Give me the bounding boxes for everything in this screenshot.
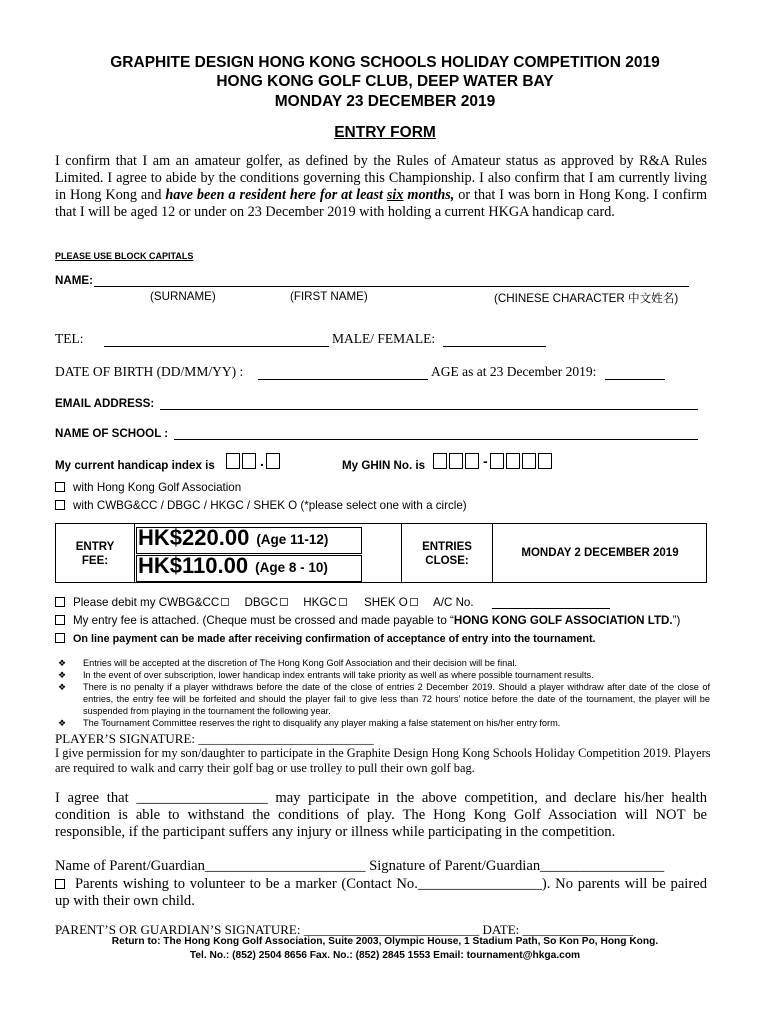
debit-option bbox=[55, 596, 474, 609]
shek-o-label: SHEK O bbox=[363, 596, 408, 609]
agreement-paragraph: I agree that __________________ may participate in the above competition, and declare his/her health condition is able to withstand the conditions of play. The Hong Kong Golf Association will NOT be responsible, if the participant suffers any injury or illness while participating in the competition. bbox=[55, 790, 707, 840]
gender-label: MALE/ FEMALE: bbox=[332, 331, 436, 346]
cheque-text-b: ”) bbox=[672, 614, 681, 627]
ghin-digit-box[interactable] bbox=[506, 453, 520, 469]
permission-statement: I give permission for my son/daughter to participate in the Graphite Design Hong Kong Schools Holiday Competition 2019. Players are required to walk and carry their golf bag or use trolley to pull their own golf bag. bbox=[55, 746, 711, 775]
note-text: The Tournament Committee reserves the right to disqualify any player making a false statement on his/her entry form. bbox=[83, 718, 561, 728]
intro-paragraph bbox=[55, 153, 707, 221]
volunteer-checkbox[interactable] bbox=[55, 879, 65, 889]
fee-senior-box bbox=[136, 527, 362, 554]
fee-senior: HK$220.00 bbox=[138, 525, 250, 550]
block-capitals-note: PLEASE USE BLOCK CAPITALS bbox=[55, 251, 194, 261]
fee-senior-age: (Age 11-12) bbox=[256, 532, 329, 547]
club-option bbox=[55, 499, 467, 512]
ghin-label: My GHIN No. is bbox=[342, 459, 426, 472]
fee-junior-age: (Age 8 - 10) bbox=[255, 560, 328, 575]
note-text: Entries will be accepted at the discretion of The Hong Kong Golf Association and their decision will be final. bbox=[83, 658, 517, 668]
note-text: There is no penalty if a player withdraws before the date of the close of entries 2 December 2019. Should a player withdraw after date of the close of entries, the entry fee will be forfeited and should the player fail to give less than 72 hours’ notice before the date of the tournament, the player will be suspended from playing in the tournament the following year. bbox=[83, 682, 710, 716]
notes-list bbox=[58, 657, 710, 729]
email-input[interactable] bbox=[160, 409, 698, 410]
entries-close-line1: ENTRIES bbox=[422, 541, 472, 553]
ac-no-label: A/C No. bbox=[433, 596, 474, 609]
cheque-option bbox=[55, 614, 680, 627]
online-checkbox[interactable] bbox=[55, 633, 65, 643]
hkga-checkbox[interactable] bbox=[55, 482, 65, 492]
entry-fee-label-line2: FEE: bbox=[81, 555, 109, 567]
handicap-digit-box[interactable] bbox=[242, 453, 256, 469]
hkgc-label: HKGC bbox=[303, 596, 337, 609]
fee-table bbox=[55, 523, 707, 583]
intro-emph-six: six bbox=[386, 187, 404, 203]
intro-emph-a: have been a resident here for at least bbox=[165, 187, 387, 203]
intro-text-2: or that I was born in Hong Kong. I confirm that I will be aged 12 or under on 23 December 2019 with holding a current HKGA handicap card. bbox=[55, 187, 707, 220]
volunteer-text: Parents wishing to volunteer to be a marker (Contact No._________________). No parents will be paired up with their own child. bbox=[55, 876, 707, 909]
ac-no-input[interactable] bbox=[492, 608, 610, 609]
fee-junior-box bbox=[136, 555, 362, 582]
first-name-caption: (FIRST NAME) bbox=[290, 290, 368, 303]
cheque-payee: HONG KONG GOLF ASSOCIATION LTD. bbox=[453, 614, 673, 627]
debit-checkbox[interactable] bbox=[55, 597, 65, 607]
fee-junior: HK$110.00 bbox=[138, 553, 249, 578]
guardian-signature-line[interactable]: PARENT’S OR GUARDIAN’S SIGNATURE: ___________________________ DATE: _________________ bbox=[55, 922, 634, 937]
return-address: Return to: The Hong Kong Golf Association, Suite 2003, Olympic House, 1 Stadium Path, So Kon Po, Hong Kong. bbox=[111, 936, 659, 947]
shek-o-checkbox[interactable] bbox=[410, 598, 418, 606]
intro-emph-b: months, bbox=[403, 187, 455, 203]
contact-details: Tel. No.: (852) 2504 8656 Fax. No.: (852) 2845 1553 Email: tournament@hkga.com bbox=[189, 950, 581, 961]
online-text: On line payment can be made after receiving confirmation of acceptance of entry into the tournament. bbox=[73, 633, 596, 645]
intro-text-1: I confirm that I am an amateur golfer, as defined by the Rules of Amateur status as approved by R&A Rules Limited. I agree to abide by the conditions governing this Championship. I also confirm that I am currently living in Hong Kong and bbox=[55, 153, 707, 203]
handicap-label: My current handicap index is bbox=[55, 459, 215, 472]
handicap-digit-box[interactable] bbox=[226, 453, 240, 469]
handicap-boxes bbox=[226, 452, 282, 470]
age-label: AGE as at 23 December 2019: bbox=[431, 364, 597, 379]
online-option bbox=[55, 633, 596, 645]
note-item: ❖ In the event of over subscription, lower handicap index entrants will take priority as well as where possible tournament results. bbox=[58, 670, 594, 680]
hkga-option-label: with Hong Kong Golf Association bbox=[73, 481, 242, 494]
email-label: EMAIL ADDRESS: bbox=[55, 397, 155, 410]
entries-close-label bbox=[402, 540, 492, 568]
dob-input[interactable] bbox=[258, 379, 428, 380]
venue-title: HONG KONG GOLF CLUB, DEEP WATER BAY bbox=[216, 73, 554, 90]
gender-input[interactable] bbox=[443, 346, 546, 347]
club-checkbox[interactable] bbox=[55, 500, 65, 510]
tel-input[interactable] bbox=[104, 346, 329, 347]
entries-close-line2: CLOSE: bbox=[425, 555, 469, 567]
tel-label: TEL: bbox=[55, 331, 84, 346]
note-item: ❖ There is no penalty if a player withdraws before the date of the close of entries 2 December 2019. Should a player withdraw after date of the close of entries, the entry fee will be forfeited and should the player fail to give less than 72 hours’ notice before the date of the tournament, the player will be suspended from playing in the tournament the following year. bbox=[58, 682, 710, 716]
note-text: In the event of over subscription, lower handicap index entrants will take priority as well as where possible tournament results. bbox=[83, 670, 594, 680]
ghin-digit-box[interactable] bbox=[522, 453, 536, 469]
ghin-dash: - bbox=[483, 453, 488, 470]
parent-name-line[interactable]: Name of Parent/Guardian______________________ Signature of Parent/Guardian_________________ bbox=[55, 858, 665, 874]
cwbgcc-checkbox[interactable] bbox=[221, 598, 229, 606]
dob-label: DATE OF BIRTH (DD/MM/YY) : bbox=[55, 364, 244, 379]
club-option-label: with CWBG&CC / DBGC / HKGC / SHEK O (*please select one with a circle) bbox=[73, 499, 467, 512]
age-input[interactable] bbox=[605, 379, 665, 380]
ghin-digit-box[interactable] bbox=[449, 453, 463, 469]
chinese-name-caption: (CHINESE CHARACTER 中文姓名) bbox=[494, 292, 679, 305]
player-signature-line[interactable]: PLAYER’S SIGNATURE: ___________________________ bbox=[55, 731, 374, 746]
entry-fee-label bbox=[56, 540, 134, 568]
competition-title: GRAPHITE DESIGN HONG KONG SCHOOLS HOLIDAY COMPETITION 2019 bbox=[110, 54, 660, 71]
school-label: NAME OF SCHOOL : bbox=[55, 427, 169, 440]
hkgc-checkbox[interactable] bbox=[339, 598, 347, 606]
ghin-digit-box[interactable] bbox=[490, 453, 504, 469]
handicap-digit-box[interactable] bbox=[266, 453, 280, 469]
ghin-boxes bbox=[433, 452, 554, 470]
name-input[interactable] bbox=[94, 286, 689, 287]
note-item: ❖ Entries will be accepted at the discretion of The Hong Kong Golf Association and their decision will be final. bbox=[58, 658, 517, 668]
entry-fee-label-line1: ENTRY bbox=[75, 541, 115, 553]
dbgc-label: DBGC bbox=[244, 596, 278, 609]
ghin-digit-box[interactable] bbox=[465, 453, 479, 469]
volunteer-option bbox=[55, 876, 707, 910]
cheque-text-a: My entry fee is attached. (Cheque must be crossed and made payable to “ bbox=[73, 614, 454, 627]
ghin-digit-box[interactable] bbox=[433, 453, 447, 469]
surname-caption: (SURNAME) bbox=[150, 290, 216, 303]
debit-label: Please debit my CWBG&CC bbox=[73, 596, 220, 609]
cheque-checkbox[interactable] bbox=[55, 615, 65, 625]
name-label: NAME: bbox=[55, 274, 93, 287]
handicap-decimal-point: . bbox=[260, 453, 264, 470]
date-title: MONDAY 23 DECEMBER 2019 bbox=[274, 93, 496, 110]
form-heading: ENTRY FORM bbox=[334, 124, 436, 141]
hkga-option bbox=[55, 481, 241, 494]
school-input[interactable] bbox=[174, 439, 698, 440]
close-date: MONDAY 2 DECEMBER 2019 bbox=[521, 547, 679, 559]
ghin-digit-box[interactable] bbox=[538, 453, 552, 469]
note-item: ❖ The Tournament Committee reserves the right to disqualify any player making a false statement on his/her entry form. bbox=[58, 718, 561, 728]
dbgc-checkbox[interactable] bbox=[280, 598, 288, 606]
